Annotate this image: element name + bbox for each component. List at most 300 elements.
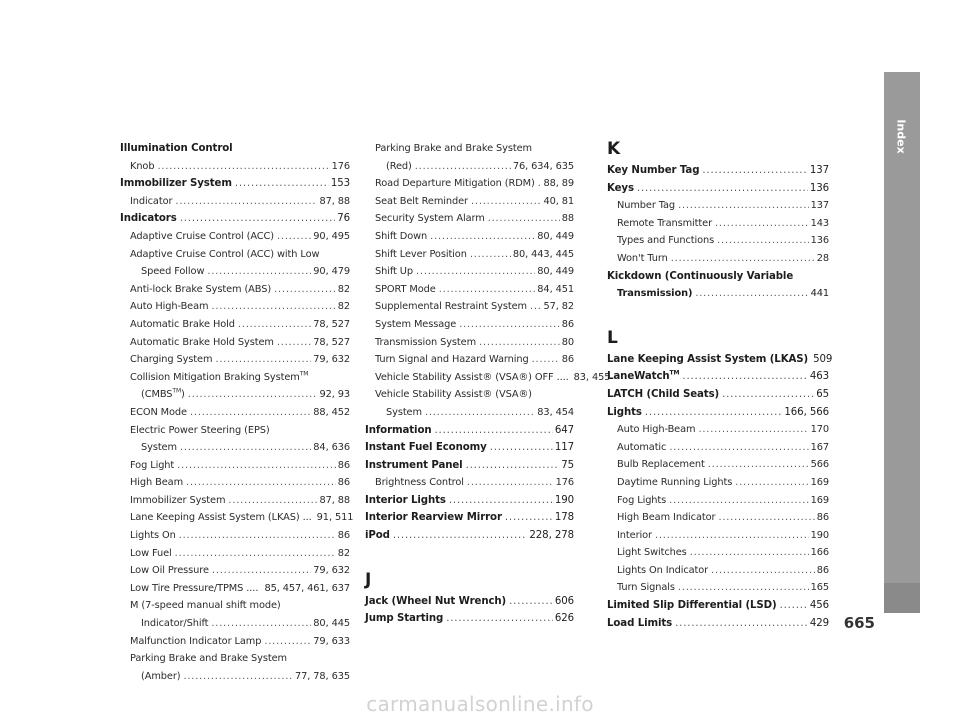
index-entry	[607, 232, 829, 250]
entry-term: Won't Turn	[617, 252, 668, 264]
entry-pages: 91, 511	[316, 512, 354, 524]
dot-leader	[717, 232, 808, 250]
index-entry	[607, 368, 829, 386]
index-entry	[607, 351, 833, 369]
dot-leader	[645, 404, 783, 422]
entry-pages: 463	[809, 371, 829, 383]
entry-term: Auto High-Beam	[617, 424, 696, 436]
dot-leader	[235, 175, 329, 193]
entry-pages: 88, 89	[543, 178, 574, 190]
entry-pages: 79, 632	[313, 354, 350, 366]
dot-leader	[425, 404, 535, 422]
dot-leader	[449, 492, 553, 510]
entry-term: Seat Belt Reminder	[375, 195, 468, 207]
dot-leader	[682, 368, 807, 386]
entry-term: Number Tag	[617, 200, 676, 212]
entry-pages: 117	[554, 442, 574, 454]
entry-term: Key Number Tag	[607, 165, 700, 176]
index-entry	[365, 509, 574, 527]
section-letter-k: K	[607, 139, 621, 159]
entry-term: (Red)	[386, 160, 412, 172]
entry-term: System	[386, 406, 422, 418]
entry-pages: 647	[554, 424, 574, 436]
entry-pages: 143	[810, 217, 829, 229]
index-entry	[365, 281, 574, 299]
entry-term: System Message	[375, 318, 457, 330]
entry-term: Illumination Control	[120, 143, 233, 154]
entry-pages: 178	[554, 512, 574, 524]
dot-leader	[459, 316, 560, 334]
index-entry	[365, 263, 574, 281]
dot-leader	[157, 158, 329, 176]
entry-term: Indicator	[130, 195, 173, 207]
index-entry	[120, 509, 354, 527]
dot-leader	[211, 298, 335, 316]
entry-pages: 166, 566	[784, 406, 829, 418]
entry-term: Daytime Running Lights	[617, 476, 733, 488]
dot-leader	[509, 593, 553, 611]
entry-pages: 83, 455	[573, 371, 611, 383]
entry-term: Immobilizer System	[120, 178, 232, 190]
entry-pages: 82	[337, 301, 350, 313]
dot-leader	[702, 162, 807, 180]
index-column-3	[607, 139, 833, 632]
entry-term: (Amber)	[141, 670, 181, 682]
index-entry	[607, 268, 829, 286]
dot-leader	[532, 351, 560, 369]
entry-term: Transmission)	[617, 288, 693, 300]
dot-leader	[416, 263, 535, 281]
dot-leader	[183, 668, 293, 686]
entry-term: Malfunction Indicator Lamp	[130, 635, 262, 647]
entry-pages: 88	[561, 213, 574, 225]
entry-pages: 190	[554, 494, 574, 506]
entry-term: Low Oil Pressure	[130, 565, 209, 577]
index-entry	[607, 162, 829, 180]
index-entry	[365, 334, 574, 352]
dot-leader	[538, 175, 542, 193]
index-entry	[120, 597, 350, 615]
entry-term: Speed Follow	[141, 266, 205, 278]
entry-pages: 79, 632	[313, 565, 350, 577]
dot-leader	[675, 615, 808, 633]
dot-leader	[175, 193, 317, 211]
entry-pages: 176	[331, 160, 350, 172]
entry-term: Limited Slip Differential (LSD)	[607, 600, 777, 612]
entry-pages: 83, 454	[537, 406, 574, 418]
entry-term: Lights On	[130, 530, 176, 542]
index-entry	[607, 474, 829, 492]
index-entry	[607, 386, 829, 404]
entry-term: (CMBS™)	[141, 388, 185, 401]
index-entry	[120, 580, 350, 598]
index-entry	[607, 492, 829, 510]
entry-term: Lane Keeping Assist System (LKAS)	[607, 353, 809, 365]
index-entry	[365, 140, 574, 158]
dot-leader	[711, 562, 815, 580]
index-column-2	[365, 140, 611, 628]
entry-term: High Beam	[130, 477, 184, 489]
entry-pages: 456	[809, 600, 829, 612]
dot-leader	[479, 334, 560, 352]
index-entry	[120, 668, 350, 686]
index-entry	[365, 492, 574, 510]
index-entry	[607, 421, 829, 439]
entry-term: M (7-speed manual shift mode)	[130, 600, 281, 612]
index-entry	[120, 175, 350, 193]
index-entry	[365, 404, 574, 422]
entry-pages: 86	[337, 477, 350, 489]
index-entry	[120, 369, 350, 387]
dot-leader	[715, 215, 809, 233]
dot-leader	[439, 281, 536, 299]
index-entry	[607, 509, 829, 527]
entry-term: Light Switches	[617, 547, 687, 559]
dot-leader	[415, 158, 511, 176]
entry-pages: 90, 479	[313, 266, 350, 278]
entry-pages: 80, 449	[537, 230, 574, 242]
entry-pages: 136	[810, 235, 829, 247]
entry-term: Adaptive Cruise Control (ACC) with Low	[130, 248, 320, 260]
entry-list	[607, 162, 829, 303]
entry-term: Indicator/Shift	[141, 618, 209, 630]
section-letter-l: L	[607, 327, 618, 348]
entry-pages: 429	[809, 617, 829, 629]
entry-term: Supplemental Restraint System	[375, 301, 527, 313]
entry-pages: 626	[554, 613, 574, 625]
entry-pages: 86	[816, 512, 829, 524]
entry-pages: 75	[561, 459, 574, 471]
entry-term: Knob	[130, 160, 155, 172]
entry-term: Jump Starting	[365, 613, 444, 625]
index-entry	[365, 386, 574, 404]
entry-term: LaneWatch™	[607, 369, 680, 383]
entry-pages: 176	[555, 477, 574, 489]
dot-leader	[274, 281, 336, 299]
entry-pages: 88, 452	[313, 406, 350, 418]
dot-leader	[211, 615, 311, 633]
index-entry	[607, 180, 829, 198]
index-entry	[365, 316, 574, 334]
dot-leader	[177, 457, 336, 475]
entry-pages: 65	[816, 388, 829, 400]
dot-leader	[695, 285, 808, 303]
entry-pages: 165	[810, 582, 829, 594]
index-entry	[365, 422, 574, 440]
dot-leader	[505, 509, 553, 527]
index-entry	[365, 228, 574, 246]
dot-leader	[277, 228, 311, 246]
entry-pages: 441	[810, 288, 829, 300]
section-letter-j: J	[365, 569, 372, 590]
index-entry	[120, 246, 350, 264]
entry-term: Anti-lock Brake System (ABS)	[130, 283, 272, 295]
entry-list	[120, 140, 354, 685]
entry-pages: 85, 457, 461, 637	[264, 582, 350, 594]
dot-leader	[238, 316, 311, 334]
index-entry	[365, 351, 574, 369]
entry-term: Instrument Panel	[365, 459, 463, 471]
entry-pages: 228, 278	[529, 530, 574, 542]
entry-term: Adaptive Cruise Control (ACC)	[130, 230, 275, 242]
dot-leader	[637, 180, 808, 198]
entry-pages: 80, 449	[537, 266, 574, 278]
index-entry	[365, 457, 574, 475]
entry-pages: 28	[816, 252, 829, 264]
entry-term: Security System Alarm	[375, 213, 485, 225]
entry-pages: 86	[337, 530, 350, 542]
entry-pages: 76	[337, 213, 350, 225]
index-column-1	[120, 140, 354, 685]
dot-leader	[718, 509, 814, 527]
entry-term: High Beam Indicator	[617, 512, 716, 524]
entry-term: Instant Fuel Economy	[365, 442, 487, 454]
entry-pages: 87, 88	[319, 195, 350, 207]
index-entry	[365, 593, 574, 611]
dot-leader	[180, 439, 311, 457]
entry-pages: 80, 443, 445	[512, 248, 574, 260]
entry-pages: 80	[561, 336, 574, 348]
index-entry	[607, 197, 829, 215]
entry-pages: 76, 634, 635	[512, 160, 574, 172]
entry-pages: 77, 78, 635	[295, 670, 350, 682]
index-entry	[607, 250, 829, 268]
dot-leader	[264, 633, 311, 651]
index-entry	[120, 140, 350, 158]
entry-term: Interior Rearview Mirror	[365, 512, 502, 524]
entry-pages: 86	[561, 318, 574, 330]
entry-pages: 84, 636	[313, 442, 350, 454]
index-entry	[120, 228, 350, 246]
entry-pages: 82	[337, 547, 350, 559]
dot-leader	[678, 197, 809, 215]
index-entry	[365, 246, 574, 264]
entry-term: Vehicle Stability Assist® (VSA®)	[375, 389, 532, 401]
entry-term: Brightness Control	[375, 477, 464, 489]
entry-term: Lights On Indicator	[617, 564, 709, 576]
dot-leader	[393, 527, 528, 545]
index-entry	[120, 439, 350, 457]
entry-list	[365, 140, 611, 545]
index-entry	[120, 263, 350, 281]
entry-term: Lane Keeping Assist System (LKAS) ...	[130, 512, 312, 524]
entry-term: Types and Functions	[617, 235, 715, 247]
index-entry	[365, 158, 574, 176]
entry-term: Auto High-Beam	[130, 301, 209, 313]
entry-term: Shift Up	[375, 266, 413, 278]
entry-term: Keys	[607, 182, 634, 194]
dot-leader	[215, 351, 311, 369]
dot-leader	[671, 250, 815, 268]
dot-leader	[470, 246, 511, 264]
dot-leader	[186, 474, 336, 492]
entry-pages: 169	[810, 476, 829, 488]
dot-leader	[188, 386, 318, 404]
index-entry	[120, 210, 350, 228]
dot-leader	[488, 210, 560, 228]
entry-pages: 509	[813, 353, 833, 365]
index-entry	[607, 544, 829, 562]
entry-term: Bulb Replacement	[617, 459, 705, 471]
entry-pages: 167	[810, 441, 829, 453]
dot-leader	[678, 579, 809, 597]
index-entry	[120, 351, 350, 369]
entry-term: Automatic Brake Hold	[130, 318, 235, 330]
entry-term: ECON Mode	[130, 406, 187, 418]
dot-leader	[722, 386, 814, 404]
entry-term: Turn Signals	[617, 582, 675, 594]
dot-leader	[490, 439, 553, 457]
index-entry	[120, 545, 350, 563]
index-entry	[120, 334, 350, 352]
dot-leader	[655, 527, 809, 545]
entry-pages: 78, 527	[313, 336, 350, 348]
index-entry	[365, 527, 574, 545]
entry-pages: 137	[809, 165, 829, 176]
dot-leader	[669, 492, 808, 510]
entry-pages: 86	[337, 459, 350, 471]
index-entry	[120, 650, 350, 668]
index-entry	[607, 439, 829, 457]
index-entry	[120, 562, 350, 580]
entry-pages: 170	[810, 424, 829, 436]
dot-leader	[466, 457, 560, 475]
entry-term: System	[141, 442, 177, 454]
entry-term: iPod	[365, 530, 390, 542]
entry-pages: 57, 82	[543, 301, 574, 313]
index-entry	[365, 298, 574, 316]
dot-leader	[735, 474, 808, 492]
page-number: 665	[843, 614, 875, 632]
index-entry	[120, 457, 350, 475]
entry-pages: 136	[809, 182, 829, 194]
dot-leader	[212, 562, 311, 580]
entry-pages: 606	[554, 595, 574, 607]
dot-leader	[228, 492, 317, 510]
entry-pages: 84, 451	[537, 283, 574, 295]
dot-leader	[530, 298, 541, 316]
watermark: carmanualsonline.info	[366, 692, 594, 716]
entry-pages: 190	[810, 529, 829, 541]
entry-term: Turn Signal and Hazard Warning	[375, 354, 529, 366]
entry-pages: 82	[337, 283, 350, 295]
index-entry	[120, 316, 350, 334]
dot-leader	[190, 404, 311, 422]
index-entry	[120, 615, 350, 633]
index-entry	[120, 281, 350, 299]
index-entry	[120, 298, 350, 316]
entry-term: Automatic	[617, 441, 667, 453]
dot-leader	[435, 422, 553, 440]
entry-term: Lights	[607, 406, 642, 418]
entry-term: Charging System	[130, 354, 213, 366]
index-entry	[365, 193, 574, 211]
entry-term: Kickdown (Continuously Variable	[607, 270, 794, 282]
dot-leader	[690, 544, 809, 562]
index-entry	[120, 492, 350, 510]
entry-pages: 86	[561, 354, 574, 366]
index-entry	[607, 404, 829, 422]
entry-list	[607, 351, 833, 633]
entry-term: Automatic Brake Hold System	[130, 336, 274, 348]
index-entry	[365, 474, 574, 492]
entry-term: Parking Brake and Brake System	[130, 653, 287, 665]
dot-leader	[471, 193, 541, 211]
dot-leader	[698, 421, 808, 439]
entry-pages: 86	[816, 564, 829, 576]
entry-term: Low Tire Pressure/TPMS ....	[130, 582, 259, 594]
entry-term: Electric Power Steering (EPS)	[130, 424, 270, 436]
entry-pages: 80, 445	[313, 618, 350, 630]
index-entry	[120, 474, 350, 492]
dot-leader	[708, 456, 809, 474]
entry-term: Transmission System	[375, 336, 477, 348]
index-entry	[607, 285, 829, 303]
index-entry	[365, 439, 574, 457]
index-entry	[365, 610, 574, 628]
entry-term: Interior Lights	[365, 494, 446, 506]
entry-pages: 92, 93	[319, 389, 350, 401]
index-entry	[120, 193, 350, 211]
index-entry	[365, 210, 574, 228]
index-entry	[120, 404, 350, 422]
index-entry	[607, 562, 829, 580]
index-entry	[607, 615, 829, 633]
entry-term: Immobilizer System	[130, 494, 226, 506]
entry-pages: 79, 633	[313, 635, 350, 647]
index-entry	[120, 158, 350, 176]
entry-term: Shift Down	[375, 230, 428, 242]
entry-term: Collision Mitigation Braking System™	[130, 370, 309, 383]
entry-pages: 90, 495	[313, 230, 350, 242]
index-entry	[607, 215, 829, 233]
index-entry	[120, 633, 350, 651]
entry-pages: 78, 527	[313, 318, 350, 330]
entry-term: Fog Light	[130, 459, 175, 471]
index-entry	[607, 597, 829, 615]
index-entry	[120, 527, 350, 545]
dot-leader	[430, 228, 535, 246]
entry-term: Remote Transmitter	[617, 217, 713, 229]
entry-term: Parking Brake and Brake System	[375, 143, 532, 154]
dot-leader	[207, 263, 311, 281]
entry-pages: 87, 88	[319, 494, 350, 506]
index-entry	[607, 527, 829, 545]
entry-pages: 153	[330, 178, 350, 190]
entry-term: SPORT Mode	[375, 283, 436, 295]
index-entry	[607, 456, 829, 474]
entry-term: Information	[365, 424, 432, 436]
dot-leader	[277, 334, 311, 352]
side-tab-marker	[884, 583, 920, 613]
entry-pages: 166	[810, 547, 829, 559]
index-entry	[365, 175, 574, 193]
entry-pages: 40, 81	[543, 195, 574, 207]
dot-leader	[180, 210, 336, 228]
entry-term: Indicators	[120, 213, 177, 225]
entry-pages: 169	[810, 494, 829, 506]
dot-leader	[175, 545, 336, 563]
index-entry	[365, 369, 611, 387]
entry-term: Interior	[617, 529, 652, 541]
index-entry	[120, 422, 350, 440]
entry-term: Vehicle Stability Assist® (VSA®) OFF ....	[375, 371, 569, 383]
dot-leader	[467, 474, 554, 492]
entry-term: Shift Lever Position	[375, 248, 467, 260]
dot-leader	[780, 597, 808, 615]
entry-list	[365, 593, 574, 628]
entry-term: LATCH (Child Seats)	[607, 388, 720, 400]
